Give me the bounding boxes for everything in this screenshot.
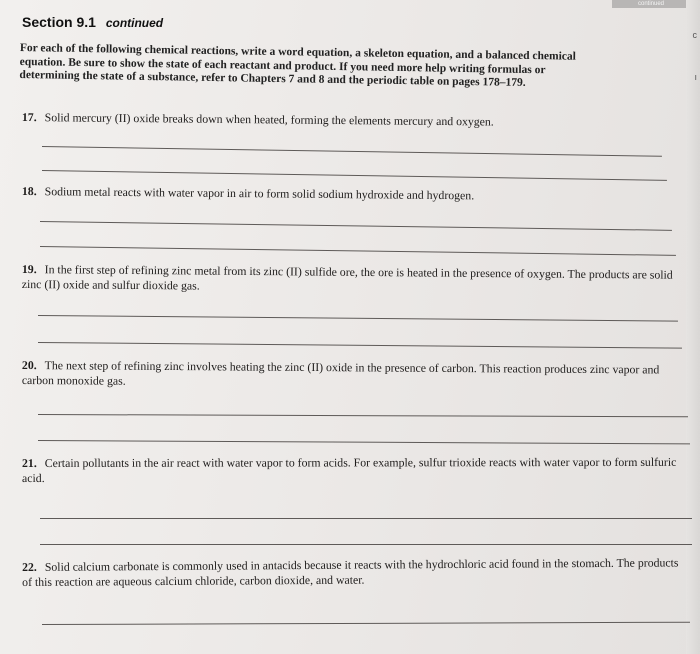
question-text: Certain pollutants in the air react with water vapor to form acids. For example, sulfur trioxide reacts with water vapor to form sulfuric acid. xyxy=(22,454,677,485)
answer-line[interactable] xyxy=(40,246,676,256)
answer-line[interactable] xyxy=(42,622,690,625)
question-text: In the first step of refining zinc metal from its zinc (II) sulfide ore, the ore is heated in the presence of oxygen. The products are solid zinc (II) oxide and sulfur dioxide gas. xyxy=(21,262,673,293)
answer-line[interactable] xyxy=(40,544,692,545)
question-number: 17. xyxy=(21,110,37,125)
edge-mark: ı xyxy=(694,72,697,82)
question-20 xyxy=(22,358,687,393)
section-header xyxy=(22,14,163,30)
answer-line[interactable] xyxy=(40,518,692,519)
section-title: Section 9.1 xyxy=(22,14,96,30)
answer-line[interactable] xyxy=(38,315,678,322)
question-19 xyxy=(22,262,682,298)
continued-label: continued xyxy=(105,16,164,30)
question-number: 18. xyxy=(21,184,37,199)
instructions: For each of the following chemical reactions, write a word equation, a skeleton equation, and a balanced chemical equation. Be sure to show the state of each reactant and product. If you need more help writing formulas or determining the state of a substance, refer to Chapters 7 and 8 and the periodic table on pages 178–179. xyxy=(19,42,576,89)
page-edge xyxy=(686,0,700,654)
answer-line[interactable] xyxy=(38,440,690,444)
question-18 xyxy=(22,184,582,204)
answer-line[interactable] xyxy=(42,170,667,181)
question-text: The next step of refining zinc involves heating the zinc (II) oxide in the presence of carbon. This reaction produces zinc vapor and carbon monoxide gas. xyxy=(21,358,660,388)
question-text: Solid mercury (II) oxide breaks down when heated, forming the elements mercury and oxygen. xyxy=(44,110,494,129)
question-number: 22. xyxy=(22,559,37,574)
answer-line[interactable] xyxy=(38,342,682,349)
question-number: 20. xyxy=(21,358,37,373)
question-text: Solid calcium carbonate is commonly used in antacids because it reacts with the hydrochloric acid found in the stomach. The products of this reaction are aqueous calcium chloride, carbon dioxide, and water. xyxy=(22,555,679,589)
question-21 xyxy=(22,455,687,486)
continued-tab: continued xyxy=(612,0,690,8)
question-17 xyxy=(22,110,582,130)
question-text: Sodium metal reacts with water vapor in air to form solid sodium hydroxide and hydrogen. xyxy=(44,184,475,203)
question-number: 21. xyxy=(22,455,37,470)
question-22 xyxy=(22,555,687,590)
question-number: 19. xyxy=(21,262,37,277)
edge-mark: c xyxy=(692,30,697,40)
answer-line[interactable] xyxy=(42,146,662,157)
answer-line[interactable] xyxy=(38,414,688,417)
answer-line[interactable] xyxy=(40,221,672,231)
